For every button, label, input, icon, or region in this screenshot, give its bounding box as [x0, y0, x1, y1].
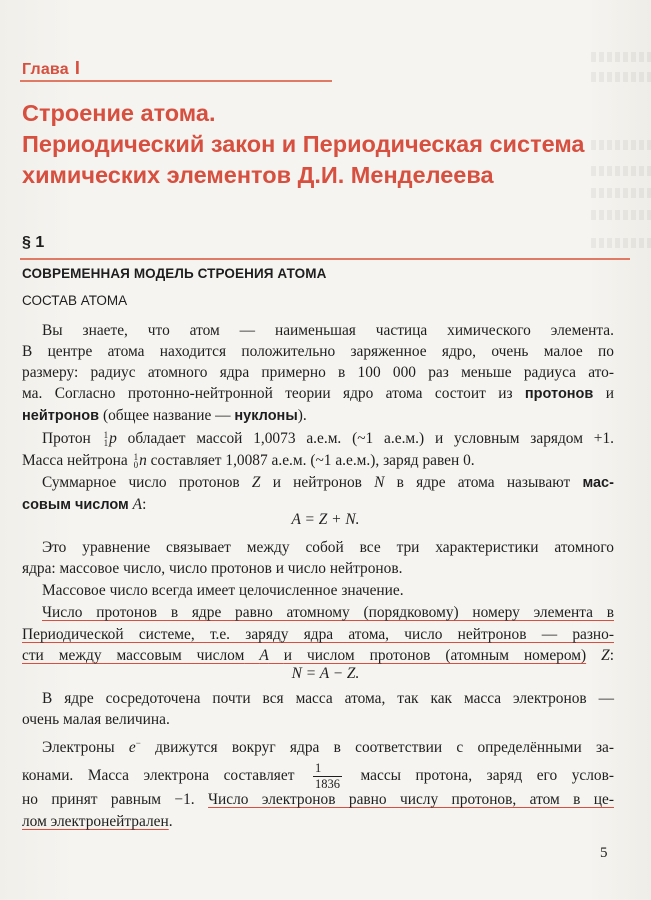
- term-neutrons: нейтронов: [22, 408, 100, 424]
- text-line: Суммарное число протонов Z и нейтронов N в ядре атома называют мас-: [42, 474, 614, 491]
- text-line: В ядре сосредоточена почти вся масса атома, так как масса электронов —: [42, 690, 614, 707]
- bleed-through-mark: [591, 238, 651, 248]
- text-line: Массовое число всегда имеет целочисленное значение.: [42, 582, 404, 599]
- section-rule: [20, 258, 630, 260]
- bleed-through-mark: [591, 52, 651, 62]
- term-mass-number: мас-: [582, 475, 614, 491]
- text-line: нейтронов (общее название — нуклоны).: [22, 407, 307, 424]
- title-line: Периодический закон и Периодическая система: [22, 131, 585, 157]
- text-line: Вы знаете, что атом — наименьшая частица химического элемента.: [42, 322, 614, 339]
- text-line: В центре атома находится положительно заряженное ядро, очень малое по: [22, 343, 614, 360]
- proton-nuclide-notation: 1 1: [103, 430, 109, 449]
- neutron-nuclide-notation: 1 0: [133, 452, 139, 471]
- page-number: 5: [600, 845, 608, 861]
- formula-neutron-number: N = A − Z.: [291, 665, 360, 682]
- bleed-through-mark: [591, 210, 651, 220]
- title-line: Строение атома.: [22, 100, 216, 126]
- text-line: ма. Согласно протонно-нейтронной теории ядро атома состоит из протонов и: [22, 385, 614, 402]
- chapter-word: Глава: [22, 61, 69, 78]
- term-nucleons: нуклоны: [234, 408, 298, 424]
- underlined-line: Периодической системе, т.е. заряду ядра атома, число нейтронов — разно-: [22, 626, 614, 643]
- text-line: но принят равным −1. Число электронов равно числу протонов, атом в це-: [22, 791, 614, 808]
- title-line: химических элементов Д.И. Менделеева: [22, 162, 494, 188]
- term-protons: протонов: [524, 386, 594, 402]
- text-line: конами. Масса электрона составляет $\frac{1}{1836}$ массы протона, заряд его услов-: [22, 761, 614, 791]
- term-mass-number-cont: совым числом: [22, 497, 129, 513]
- underlined-line: сти между массовым числом A и числом протонов (атомным номером) Z:: [22, 647, 614, 664]
- text-line: совым числом A:: [22, 496, 147, 513]
- text-line: ядра: массовое число, число протонов и число нейтронов.: [22, 560, 403, 577]
- formula-mass-number: A = Z + N.: [291, 511, 360, 528]
- section-subhead: СОСТАВ АТОМА: [22, 293, 128, 308]
- text-line: Протон 1 1 p обладает массой 1,0073 а.е.м. (~1 а.е.м.) и условным зарядом +1.: [42, 430, 614, 449]
- chapter-label: [22, 58, 80, 79]
- text-line: очень малая величина.: [22, 711, 170, 728]
- section-number: § 1: [22, 234, 45, 251]
- chapter-number: I: [74, 58, 81, 78]
- text-line: Это уравнение связывает между собой все три характеристики атомного: [42, 539, 614, 556]
- text-line: Электроны e− движутся вокруг ядра в соответствии с определёнными за-: [42, 738, 614, 757]
- chapter-rule: [20, 80, 332, 82]
- chapter-title: [22, 98, 622, 191]
- underlined-line: лом электронейтрален.: [22, 813, 173, 830]
- electron-mass-fraction: $\frac{1}{1836}$: [315, 761, 340, 791]
- text-line: Масса нейтрона 1 0 n составляет 1,0087 а.е.м. (~1 а.е.м.), заряд равен 0.: [22, 452, 475, 471]
- underlined-line: Число протонов в ядре равно атомному (порядковому) номеру элемента в: [42, 604, 614, 621]
- bleed-through-mark: [591, 72, 651, 82]
- text-line: размеру: радиус атомного ядра примерно в 100 000 раз меньше радиуса ато-: [22, 364, 614, 381]
- section-title: СОВРЕМЕННАЯ МОДЕЛЬ СТРОЕНИЯ АТОМА: [22, 266, 327, 281]
